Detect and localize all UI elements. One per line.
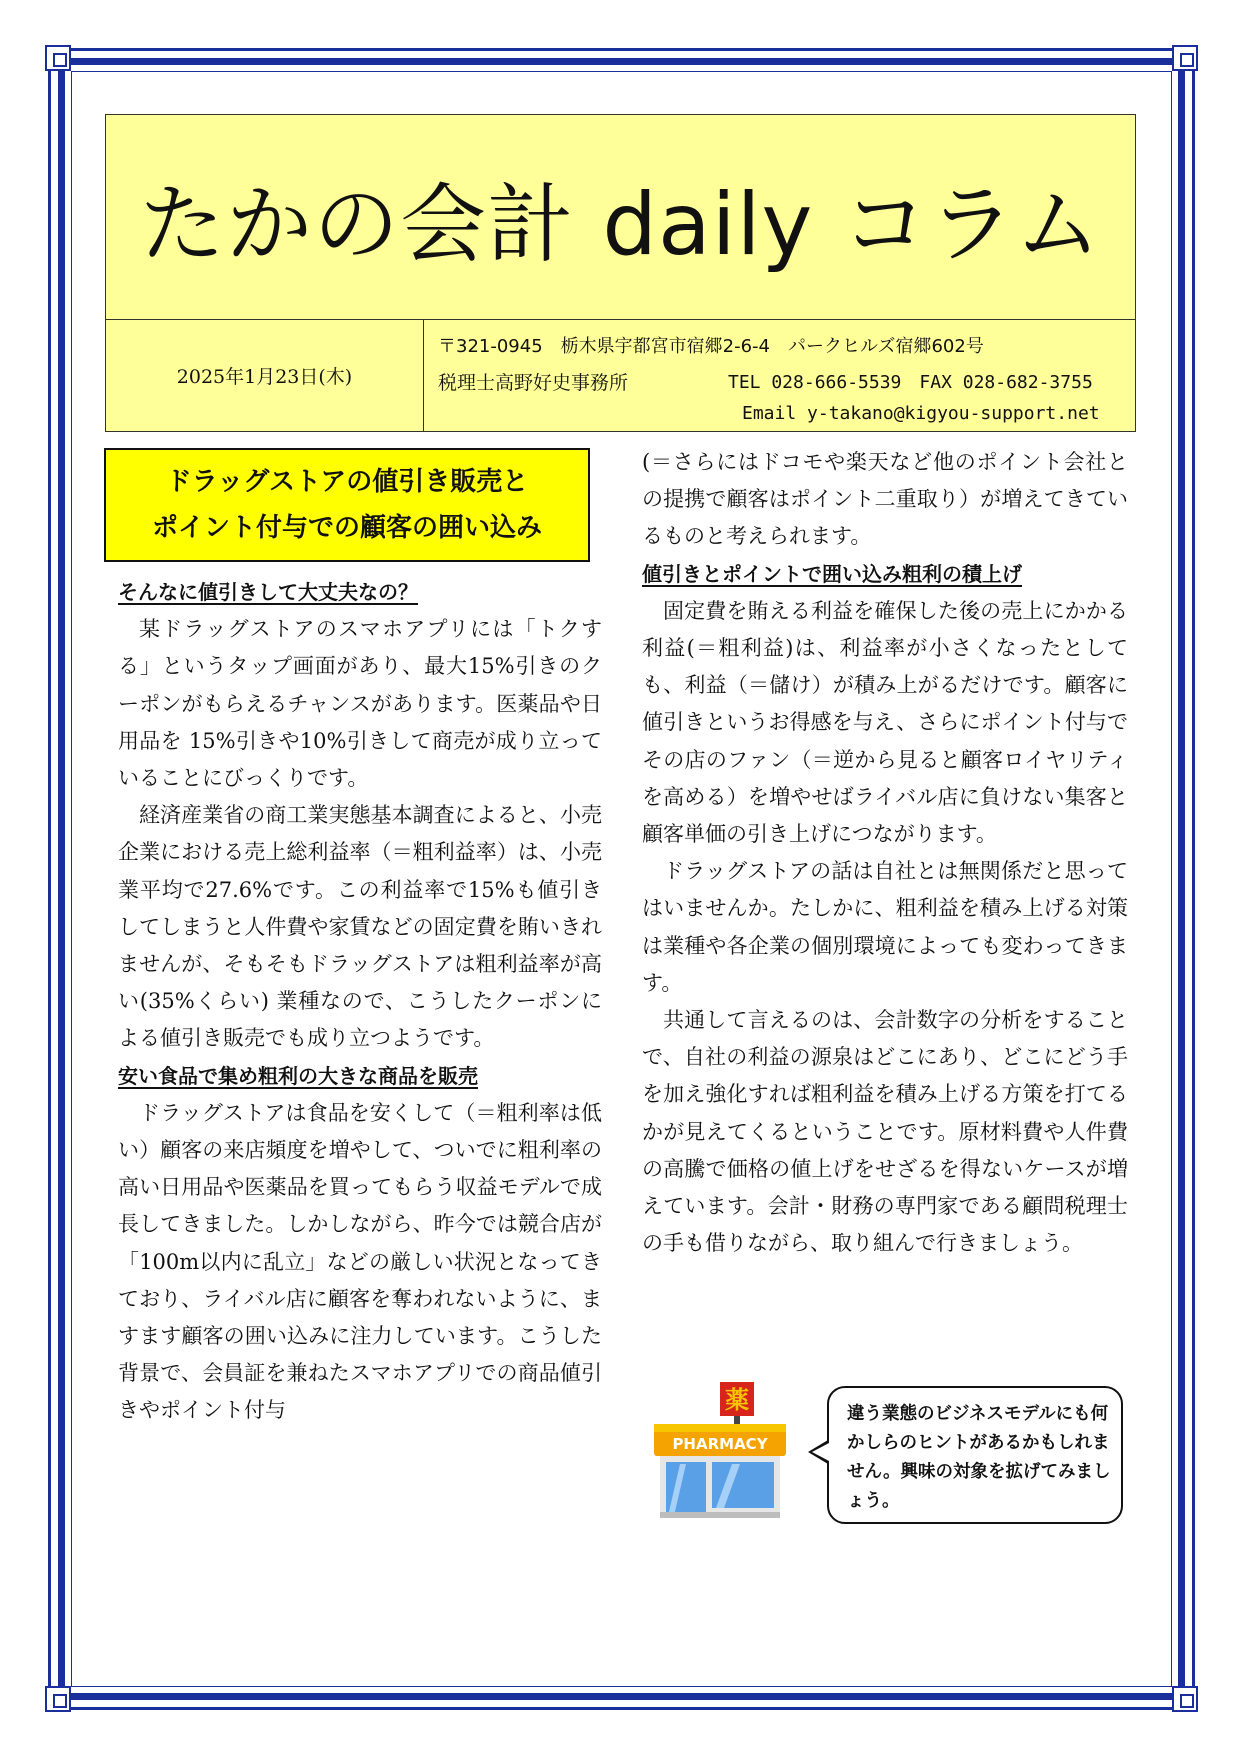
- frame-corner-top-right: [1172, 45, 1198, 71]
- issue-date: 2025年1月23日(木): [106, 320, 424, 431]
- frame-corner-top-left: [45, 45, 71, 71]
- pharmacy-sign-text: PHARMACY: [672, 1435, 768, 1453]
- office-name: 税理士高野好史事務所: [438, 372, 629, 394]
- paragraph-1: 某ドラッグストアのスマホアプリには「トクする」というタップ画面があり、最大15%引きのクーポンがもらえるチャンスがあります。医薬品や日用品を 15%引きや10%引きして商売が成り立っていることにびっくりです。: [118, 617, 602, 791]
- office-phone-fax: TEL 028-666-5539 FAX 028-682-3755: [728, 372, 1093, 393]
- paragraph-3: ドラッグストアは食品を安くして（＝粗利率は低い）顧客の来店頻度を増やして、ついでに粗利率の高い日用品や医薬品を買ってもらう収益モデルで成長してきました。しかしながら、昨今では競合店が「100m以内に乱立」などの厳しい状況となってきており、ライバル店に顧客を奪われないように、ますます顧客の囲い込みに注力しています。こうした背景で、会員証を兼ねたスマホアプリでの商品値引きやポイント付与: [118, 1100, 602, 1423]
- office-address: 〒321-0945 栃木県宇都宮市宿郷2-6-4 パークヒルズ宿郷602号: [438, 336, 984, 357]
- contact-info: [424, 320, 1135, 431]
- bubble-tail-fill: [812, 1443, 829, 1461]
- newsletter-header: [105, 114, 1136, 432]
- article-headline: [104, 448, 590, 562]
- frame-corner-bottom-right: [1172, 1686, 1198, 1712]
- pharmacy-sign-kanji: 薬: [725, 1386, 749, 1414]
- paragraph-5: ドラッグストアの話は自社とは無関係だと思ってはいませんか。たしかに、粗利益を積み上げる対策は業種や各企業の個別環境によっても変わってきます。: [642, 859, 1128, 995]
- paragraph-continued: (＝さらにはドコモや楽天など他のポイント会社との提携で顧客はポイント二重取り）が増えてきているものと考えられます。: [642, 450, 1128, 549]
- headline-line-2: ポイント付与での顧客の囲い込み: [151, 513, 542, 543]
- paragraph-4: 固定費を賄える利益を確保した後の売上にかかる利益(＝粗利益)は、利益率が小さくなったとしても、利益（＝儲け）が積み上がるだけです。顧客に値引きというお得感を与え、さらにポイント付与でその店のファン（＝逆から見ると顧客ロイヤリティを高める）を増やせばライバル店に負けない集客と顧客単価の引き上げにつながります。: [642, 598, 1128, 847]
- headline-line-1: ドラッグストアの値引き販売と: [165, 467, 529, 497]
- office-email: Email y-takano@kigyou-support.net: [742, 403, 1100, 424]
- subheading-discount: そんなに値引きして大丈夫なの？: [118, 580, 418, 604]
- subheading-cheap-food: 安い食品で集め粗利の大きな商品を販売: [118, 1063, 478, 1088]
- paragraph-6: 共通して言えるのは、会計数字の分析をすることで、自社の利益の源泉はどこにあり、どこにどう手を加え強化すれば粗利益を積み上げる方策を打てるかが見えてくるということです。原材料費や人件費の高騰で価格の値上げをせざるを得ないケースが増えています。会計・財務の専門家である顧問税理士の手も借りながら、取り組んで行きましょう。: [642, 1008, 1128, 1256]
- paragraph-2: 経済産業省の商工業実態基本調査によると、小売企業における売上総利益率（＝粗利益率）は、小売業平均で27.6%です。この利益率で15%も値引きしてしまうと人件費や家賃などの固定費を賄いきれませんが、そもそもドラッグストアは粗利益率が高い(35%くらい) 業種なので、こうしたクーポンによる値引き販売でも成り立つようです。: [118, 803, 602, 1051]
- newsletter-title: たかの会計 daily コラム: [106, 115, 1135, 320]
- pharmacy-store-icon: [652, 1382, 792, 1524]
- right-column: [642, 444, 1128, 1262]
- frame-corner-bottom-left: [45, 1686, 71, 1712]
- left-column: [118, 574, 602, 1430]
- speech-bubble: 違う業態のビジネスモデルにも何かしらのヒントがあるかもしれません。興味の対象を拡げてみましょう。: [827, 1386, 1123, 1524]
- subheading-gross-profit: 値引きとポイントで囲い込み粗利の積上げ: [642, 561, 1022, 586]
